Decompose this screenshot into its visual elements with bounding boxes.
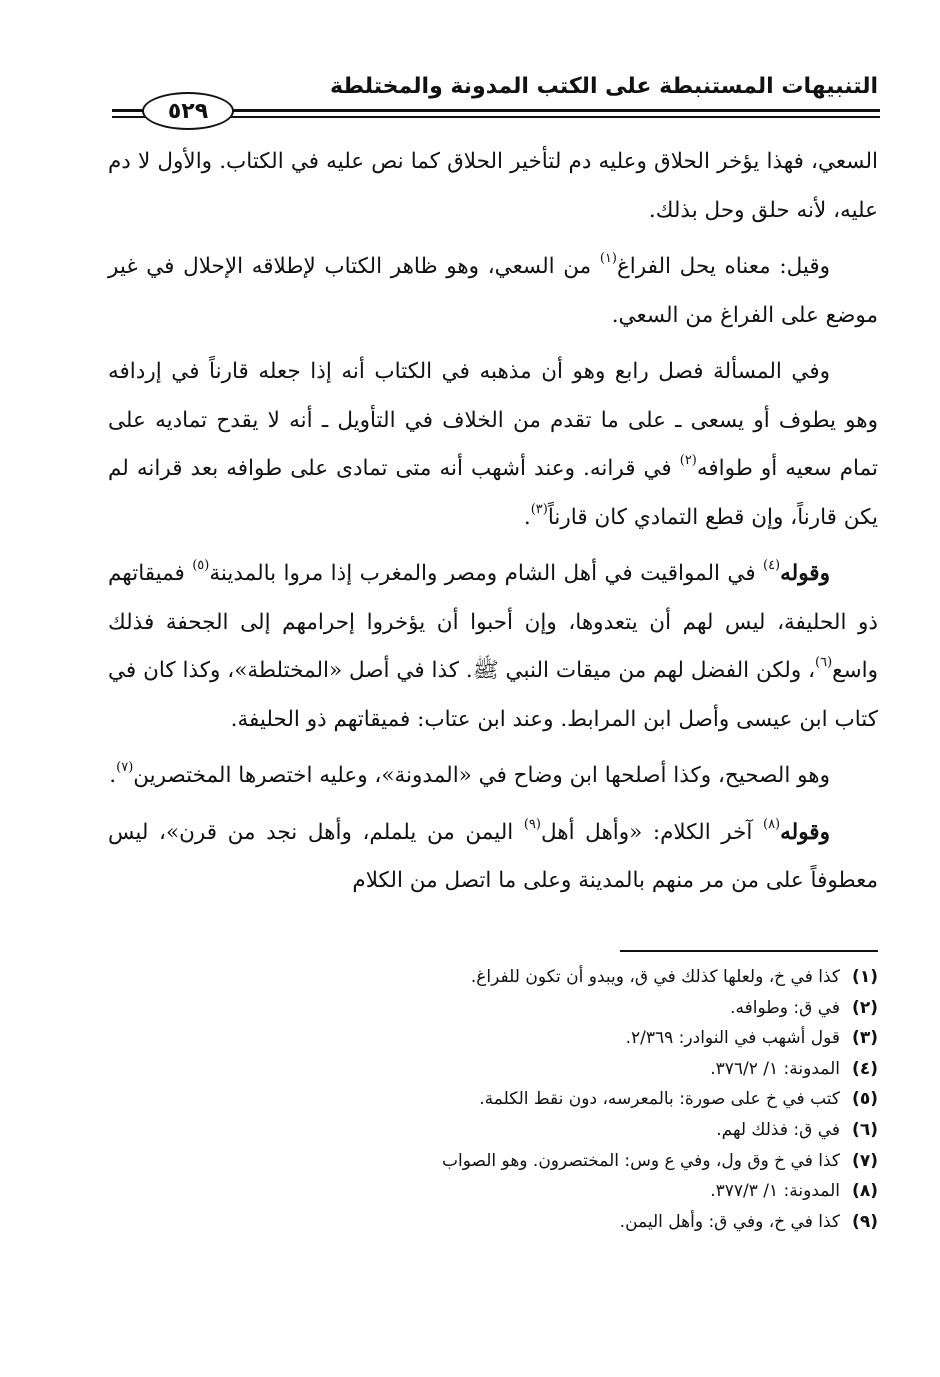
footnote-ref-3[interactable]: (٣)	[530, 501, 548, 517]
main-text	[108, 138, 878, 914]
paragraph-5	[108, 752, 878, 801]
footnote-number: (٨)	[852, 1181, 878, 1202]
footnote-text: قول أشهب في النوادر: ٢/٣٦٩.	[625, 1028, 840, 1049]
footnote-number: (١)	[852, 967, 878, 987]
footnote-number: (٢)	[852, 997, 878, 1018]
footnote-number: (٤)	[852, 1058, 878, 1079]
paragraph-6-text-a: آخر الكلام: «وأهل أهل	[540, 819, 763, 845]
footnote-item	[238, 1084, 878, 1115]
footnote-text: كذا في خ وق ول، وفي ع وس: المختصرون. وهو الصواب	[442, 1150, 840, 1171]
footnote-number: (٩)	[852, 1211, 878, 1232]
footnotes	[238, 962, 878, 1237]
paragraph-6-lead: وقوله	[780, 819, 830, 845]
paragraph-2-text-b: من السعي، وهو ظاهر الكتاب لإطلاقه الإحلال في غير موضع على الفراغ من السعي.	[108, 254, 878, 328]
page-number: ٥٢٩	[167, 98, 209, 124]
footnote-ref-1[interactable]: (١)	[599, 251, 617, 266]
paragraph-3	[108, 348, 878, 542]
paragraph-1-text: السعي، فهذا يؤخر الحلاق وعليه دم لتأخير الحلاق كما نص عليه في الكتاب. والأول لا دم عليه، لأنه حلق وحل بذلك.	[108, 149, 878, 223]
footnote-text: في ق: وطوافه.	[730, 997, 840, 1018]
footnote-ref-8[interactable]: (٨)	[762, 816, 781, 832]
footnote-text: كتب في خ على صورة: بالمعرسه، دون نقط الكلمة.	[479, 1089, 840, 1110]
paragraph-4-text-b: فميقاتهم ذو الحليفة، ليس لهم أن يتعدوها، وإن أحبوا أن يؤخروا إحرامهم إلى الجحفة فذلك واسع	[108, 561, 878, 683]
footnote-item	[238, 1176, 878, 1207]
paragraph-2-text-a: وقيل: معناه يحل الفراغ	[616, 254, 830, 279]
footnote-item	[238, 1023, 878, 1054]
footnote-ref-4[interactable]: (٤)	[762, 558, 781, 573]
footnote-text: في ق: فذلك لهم.	[716, 1119, 840, 1140]
paragraph-2	[108, 243, 878, 340]
footnote-item	[238, 1115, 878, 1146]
paragraph-6	[108, 809, 878, 906]
paragraph-1	[108, 138, 878, 235]
paragraph-6-text-b: اليمن من يلملم، وأهل نجد من قرن»، ليس معطوفاً على من مر منهم بالمدينة وعلى ما اتصل من الكلام	[108, 819, 878, 893]
paragraph-5-text-b: .	[109, 763, 117, 788]
paragraph-3-text-a: وفي المسألة فصل رابع وهو أن مذهبه في الكتاب أنه إذا جعله قارناً في إردافه وهو يطوف أو يسعى ـ على ما تقدم من الخلاف في التأويل ـ أنه لا يقدح تماديه على تمام سعيه أو طوافه	[108, 359, 878, 481]
paragraph-4-text-c: ، ولكن الفضل لهم من ميقات النبي ﷺ. كذا في أصل «المختلطة»، وكذا كان في كتاب ابن عيسى وأصل ابن المرابط. وعند ابن عتاب: فميقاتهم ذو الحليفة.	[108, 658, 878, 732]
footnote-item	[238, 1054, 878, 1085]
page-number-badge	[142, 92, 234, 130]
footnote-text: كذا في خ، وفي ق: وأهل اليمن.	[619, 1211, 840, 1232]
paragraph-4-lead: وقوله	[780, 561, 830, 586]
footnote-ref-5[interactable]: (٥)	[192, 558, 210, 573]
running-title: التنبيهات المستنبطة على الكتب المدونة والمختلطة	[329, 74, 878, 99]
footnote-item	[238, 1146, 878, 1177]
paragraph-4-text-a: في المواقيت في أهل الشام ومصر والمغرب إذا مروا بالمدينة	[209, 561, 763, 586]
paragraph-4	[108, 550, 878, 744]
footnote-item	[238, 993, 878, 1024]
footnote-text: المدونة: ١/ ٣٧٦/٢.	[710, 1058, 840, 1079]
paragraph-5-text-a: وهو الصحيح، وكذا أصلحها ابن وضاح في «المدونة»، وعليه اختصرها المختصرين	[133, 763, 830, 788]
footnote-item	[238, 962, 878, 993]
footnote-number: (٥)	[852, 1089, 878, 1110]
footnote-ref-7[interactable]: (٧)	[116, 760, 134, 775]
footnote-separator	[620, 950, 878, 952]
footnote-text: المدونة: ١/ ٣٧٧/٣.	[710, 1181, 840, 1202]
paragraph-3-text-b: في قرانه. وعند أشهب أنه متى تمادى على طوافه بعد قرانه لم يكن قارناً، وإن قطع التمادي كان قارناً	[108, 456, 878, 530]
footnote-ref-9[interactable]: (٩)	[523, 816, 541, 832]
footnote-text: كذا في خ، ولعلها كذلك في ق، ويبدو أن تكون للفراغ.	[470, 967, 840, 987]
paragraph-3-text-c: .	[523, 504, 531, 530]
footnote-number: (٦)	[852, 1119, 878, 1140]
footnote-ref-2[interactable]: (٢)	[679, 453, 697, 468]
footnote-item	[238, 1207, 878, 1238]
footnote-ref-6[interactable]: (٦)	[815, 655, 833, 670]
footnote-number: (٣)	[852, 1028, 878, 1049]
footnote-number: (٧)	[852, 1150, 878, 1171]
